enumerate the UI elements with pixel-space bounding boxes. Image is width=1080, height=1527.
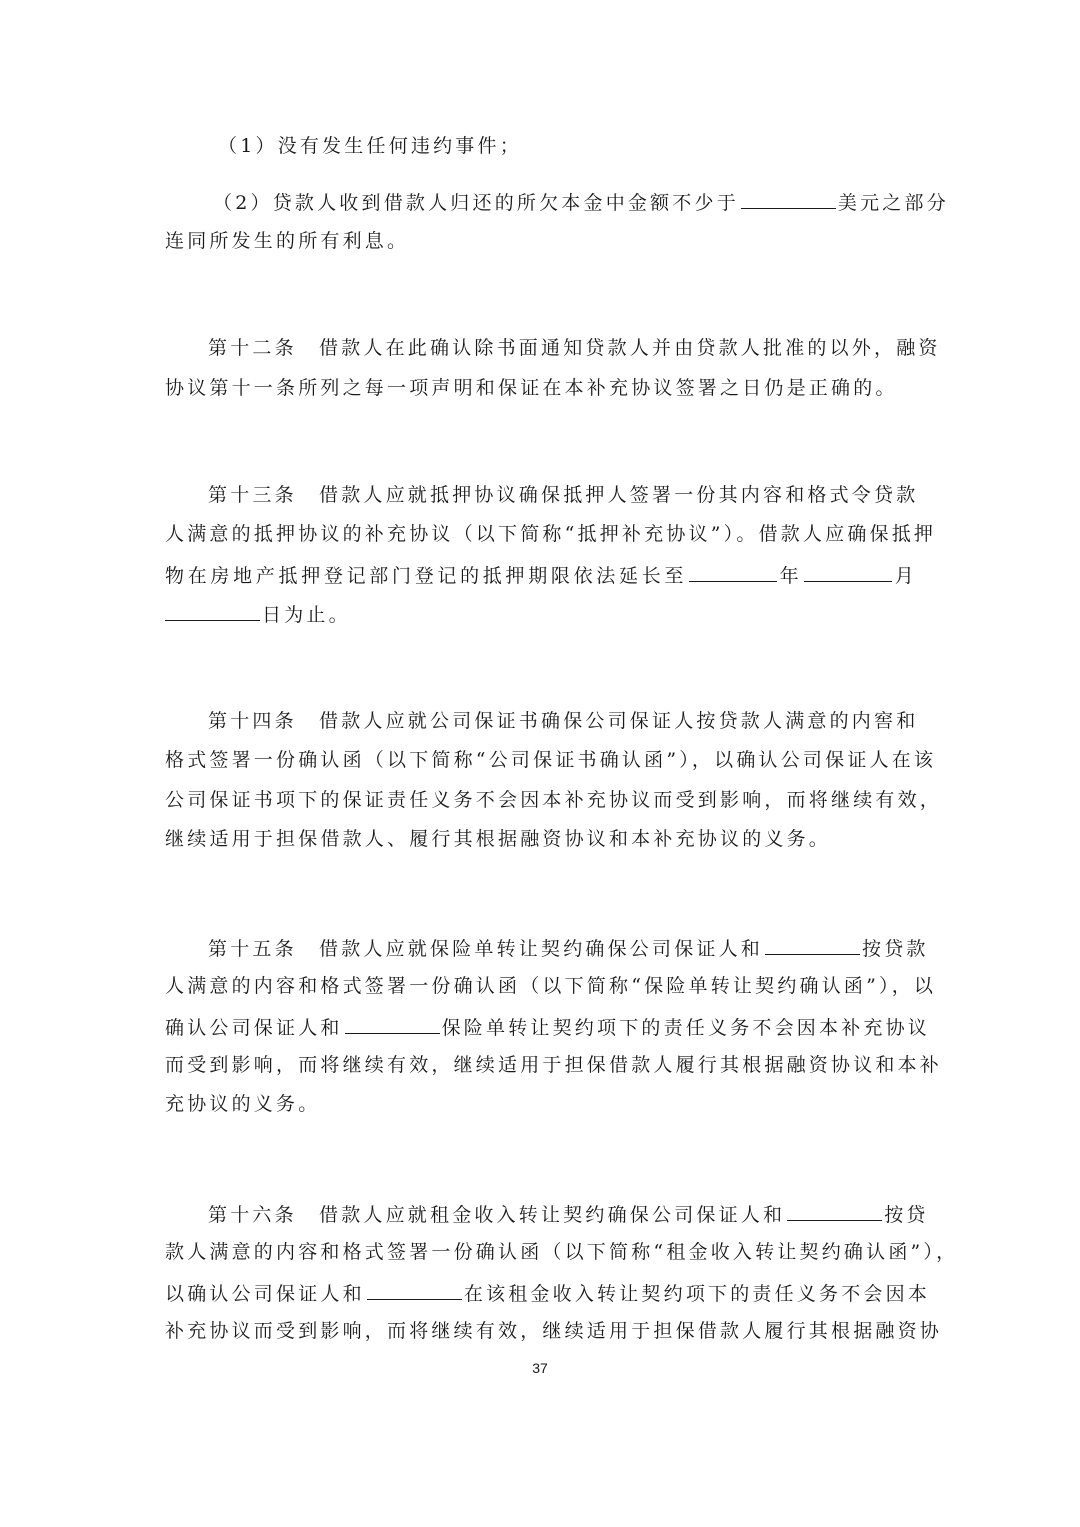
- article-15-line-4: 而受到影响，而将继续有效，继续适用于担保借款人履行其根据融资协议和本补: [165, 1054, 943, 1076]
- blank-month[interactable]: [804, 561, 892, 582]
- article-15-line-1: 第十五条 借款人应就保险单转让契约确保公司保证人和 按贷款: [208, 934, 917, 962]
- article-15-line-3: 确认公司保证人和 保险单转让契约项下的责任义务不会因本补充协议: [165, 1013, 917, 1041]
- article-14-line-2: 格式签署一份确认函（以下简称“公司保证书确认函”），以确认公司保证人在该: [165, 749, 937, 771]
- blank-party-15a[interactable]: [765, 934, 860, 955]
- blank-party-15b[interactable]: [345, 1013, 440, 1034]
- blank-year[interactable]: [689, 561, 777, 582]
- article-13-line-3: 物在房地产抵押登记部门登记的抵押期限依法延长至 年 月: [165, 561, 917, 589]
- article-12-line-2: 协议第十一条所列之每一项声明和保证在本补充协议签署之日仍是正确的。: [165, 377, 898, 399]
- blank-day[interactable]: [165, 600, 260, 621]
- blank-amount[interactable]: [741, 188, 836, 209]
- article-13-line-1: 第十三条 借款人应就抵押协议确保抵押人签署一份其内容和格式令贷款: [208, 484, 919, 506]
- blank-party-16a[interactable]: [787, 1200, 882, 1221]
- blank-party-16b[interactable]: [367, 1279, 462, 1300]
- article-14-line-3: 公司保证书项下的保证责任义务不会因本补充协议而受到影响，而将继续有效，: [165, 789, 943, 811]
- article-14-line-4: 继续适用于担保借款人、履行其根据融资协议和本补充协议的义务。: [165, 828, 832, 850]
- article-15-line-5: 充协议的义务。: [165, 1093, 321, 1115]
- article-16-line-2: 款人满意的内容和格式签署一份确认函（以下简称“租金收入转让契约确认函”），: [165, 1241, 959, 1263]
- item-1-line: （1）没有发生任何违约事件；: [218, 135, 522, 157]
- article-14-line-1: 第十四条 借款人应就公司保证书确保公司保证人按贷款人满意的内窖和: [208, 710, 919, 732]
- article-12-line-1: 第十二条 借款人在此确认除书面通知贷款人并由贷款人批准的以外，融资: [208, 337, 941, 359]
- item-2-line-1: （2）贷款人收到借款人归还的所欠本金中金额不少于 美元之部分: [213, 188, 917, 216]
- page-number: 37: [532, 1360, 548, 1376]
- article-16-line-3: 以确认公司保证人和 在该租金收入转让契约项下的责任义务不会因本: [165, 1279, 917, 1307]
- item-2-line-2: 连同所发生的所有利息。: [165, 230, 410, 252]
- article-13-line-2: 人满意的抵押协议的补充协议（以下简称“抵押补充协议”）。借款人应确保抵押: [165, 523, 937, 545]
- article-13-line-4: 日为止。: [165, 600, 917, 628]
- article-15-line-2: 人满意的内容和格式签署一份确认函（以下简称“保险单转让契约确认函”），以: [165, 975, 937, 997]
- article-16-line-4: 补充协议而受到影响，而将继续有效，继续适用于担保借款人履行其根据融资协: [165, 1320, 943, 1342]
- article-16-line-1: 第十六条 借款人应就租金收入转让契约确保公司保证人和 按贷: [208, 1200, 917, 1228]
